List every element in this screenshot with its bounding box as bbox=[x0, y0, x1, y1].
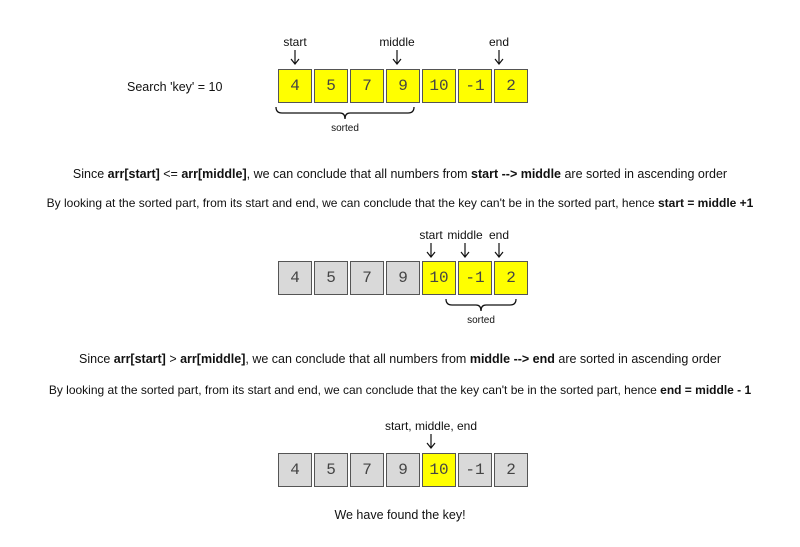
array-cell: -1 bbox=[458, 69, 492, 103]
array-row bbox=[278, 261, 530, 295]
array-cell: 7 bbox=[350, 261, 384, 295]
down-arrow-icon bbox=[425, 434, 437, 450]
search-key-label: Search 'key' = 10 bbox=[127, 80, 223, 94]
array-cell: 9 bbox=[386, 261, 420, 295]
explanation-line-2: By looking at the sorted part, from its start and end, we can conclude that the key can't be in the sorted part, hence start = middle +1 bbox=[46, 196, 754, 210]
array-cell: 2 bbox=[494, 453, 528, 487]
pointer-label: middle bbox=[447, 228, 483, 242]
sorted-brace bbox=[446, 299, 516, 313]
array-cell: -1 bbox=[458, 261, 492, 295]
array-cell: 5 bbox=[314, 261, 348, 295]
pointer-label: middle bbox=[379, 35, 415, 49]
explanation-line-4: By looking at the sorted part, from its start and end, we can conclude that the key can't be in the sorted part, hence end = middle - 1 bbox=[48, 383, 752, 397]
array-cell: 9 bbox=[386, 69, 420, 103]
pointer-label: start bbox=[419, 228, 443, 242]
array-cell: 5 bbox=[314, 69, 348, 103]
sorted-brace bbox=[276, 107, 414, 121]
found-message: We have found the key! bbox=[334, 508, 466, 522]
pointer-label: start bbox=[283, 35, 307, 49]
down-arrow-icon bbox=[391, 50, 403, 66]
array-cell: 7 bbox=[350, 69, 384, 103]
array-cell: 4 bbox=[278, 453, 312, 487]
array-cell: 7 bbox=[350, 453, 384, 487]
array-cell: 10 bbox=[422, 453, 456, 487]
array-cell: -1 bbox=[458, 453, 492, 487]
pointer-label: end bbox=[488, 35, 510, 49]
array-cell: 9 bbox=[386, 453, 420, 487]
array-row bbox=[278, 453, 530, 487]
down-arrow-icon bbox=[289, 50, 301, 66]
explanation-line-3: Since arr[start] > arr[middle], we can conclude that all numbers from middle --> end are sorted in ascending order bbox=[79, 352, 721, 366]
array-cell: 4 bbox=[278, 261, 312, 295]
pointer-label: end bbox=[488, 228, 510, 242]
array-cell: 10 bbox=[422, 261, 456, 295]
down-arrow-icon bbox=[459, 243, 471, 259]
down-arrow-icon bbox=[425, 243, 437, 259]
array-cell: 5 bbox=[314, 453, 348, 487]
array-cell: 2 bbox=[494, 261, 528, 295]
down-arrow-icon bbox=[493, 50, 505, 66]
array-cell: 10 bbox=[422, 69, 456, 103]
down-arrow-icon bbox=[493, 243, 505, 259]
array-cell: 2 bbox=[494, 69, 528, 103]
sorted-label: sorted bbox=[331, 123, 359, 134]
array-cell: 4 bbox=[278, 69, 312, 103]
explanation-line-1: Since arr[start] <= arr[middle], we can conclude that all numbers from start --> middle are sorted in ascending order bbox=[72, 167, 728, 181]
array-row bbox=[278, 69, 530, 103]
sorted-label: sorted bbox=[467, 315, 495, 326]
pointer-label: start, middle, end bbox=[384, 419, 478, 433]
